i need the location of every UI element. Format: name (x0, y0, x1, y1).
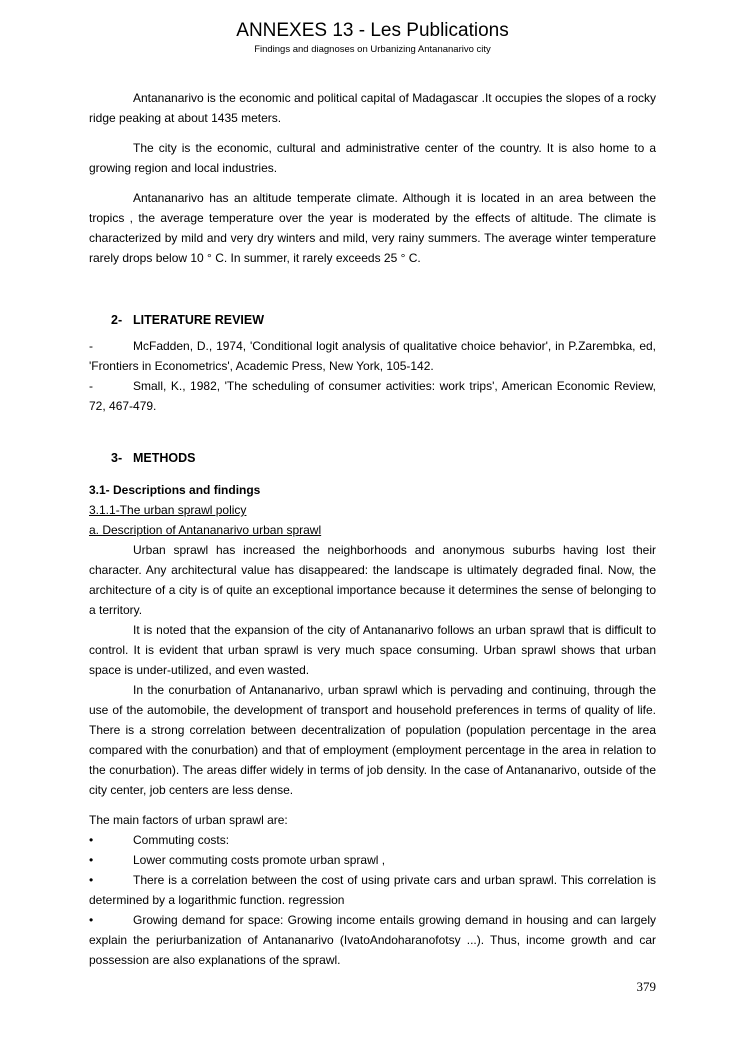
page-header-title: ANNEXES 13 - Les Publications (236, 20, 509, 41)
factor-item (89, 850, 656, 870)
bullet-dot: • (89, 853, 94, 867)
section-number: 2- (111, 313, 123, 327)
intro-paragraph: Antananarivo has an altitude temperate climate. Although it is located in an area between the tropics , the average temperature over the year is moderated by the effects of altitude. The climate is characterized by mild and very dry winters and mild, very rainy summers. The average winter temperature rarely drops below 10 ° C. In summer, it rarely exceeds 25 ° C. (89, 191, 656, 265)
section-number: 3- (111, 451, 123, 465)
factor-item (89, 830, 656, 850)
bullet-dot: • (89, 913, 94, 927)
subsection-heading: 3.1- Descriptions and findings (89, 483, 261, 497)
page-number: 379 (636, 979, 656, 994)
reference-item (89, 336, 656, 376)
body-paragraph: In the conurbation of Antananarivo, urban sprawl which is pervading and continuing, through the use of the automobile, the development of transport and household preferences in terms of quality of life. There is a strong correlation between decentralization of population (population percentage in the area compared with the conurbation) and that of employment (employment percentage in the area in relation to the conurbation). The areas differ widely in terms of job density. In the case of Antananarivo, outside of the city center, job centers are less dense. (89, 683, 656, 797)
body-paragraph: Urban sprawl has increased the neighborhoods and anonymous suburbs having lost their character. Any architectural value has disappeared: the landscape is ultimately degraded final. Now, the architecture of a city is of quite an exceptional importance because it determines the sense of belonging to a territory. (89, 543, 656, 617)
factor-text: There is a correlation between the cost of using private cars and urban sprawl. This correlation is determined by a logarithmic function. regression (89, 873, 656, 907)
subsection-heading-underlined: a. Description of Antananarivo urban sprawl (89, 523, 322, 537)
factor-text: Lower commuting costs promote urban sprawl , (133, 853, 386, 867)
dash-bullet: - (89, 339, 93, 353)
page-header-subtitle: Findings and diagnoses on Urbanizing Antananarivo city (254, 44, 491, 55)
body-paragraph: It is noted that the expansion of the city of Antananarivo follows an urban sprawl that is difficult to control. It is evident that urban sprawl is very much space consuming. Urban sprawl shows that urban space is under-utilized, and even wasted. (89, 623, 656, 677)
factor-item (89, 870, 656, 910)
subsection-heading-underlined: 3.1.1-The urban sprawl policy (89, 503, 247, 517)
factor-item (89, 910, 656, 970)
reference-item (89, 376, 656, 416)
intro-paragraph: Antananarivo is the economic and political capital of Madagascar .It occupies the slopes of a rocky ridge peaking at about 1435 meters. (89, 91, 656, 125)
bullet-dot: • (89, 873, 94, 887)
section-title: LITERATURE REVIEW (133, 313, 265, 327)
reference-text: McFadden, D., 1974, 'Conditional logit analysis of qualitative choice behavior', in P.Zarembka, ed, 'Frontiers in Econometrics', Academic Press, New York, 105-142. (89, 339, 656, 373)
section-title: METHODS (133, 451, 196, 465)
dash-bullet: - (89, 379, 93, 393)
factors-intro: The main factors of urban sprawl are: (89, 813, 288, 827)
section-heading-methods (111, 448, 656, 468)
factor-text: Growing demand for space: Growing income entails growing demand in housing and can largely explain the periurbanization of Antananarivo (IvatoAndoharanofotsy ...). Thus, income growth and car possession are also explanations of the sprawl. (89, 913, 656, 967)
section-heading-literature (111, 310, 656, 330)
bullet-dot: • (89, 833, 94, 847)
factor-text: Commuting costs: (133, 833, 230, 847)
reference-text: Small, K., 1982, 'The scheduling of consumer activities: work trips', American Economic Review, 72, 467-479. (89, 379, 656, 413)
document-body (89, 88, 656, 970)
intro-paragraph: The city is the economic, cultural and administrative center of the country. It is also home to a growing region and local industries. (89, 141, 656, 175)
